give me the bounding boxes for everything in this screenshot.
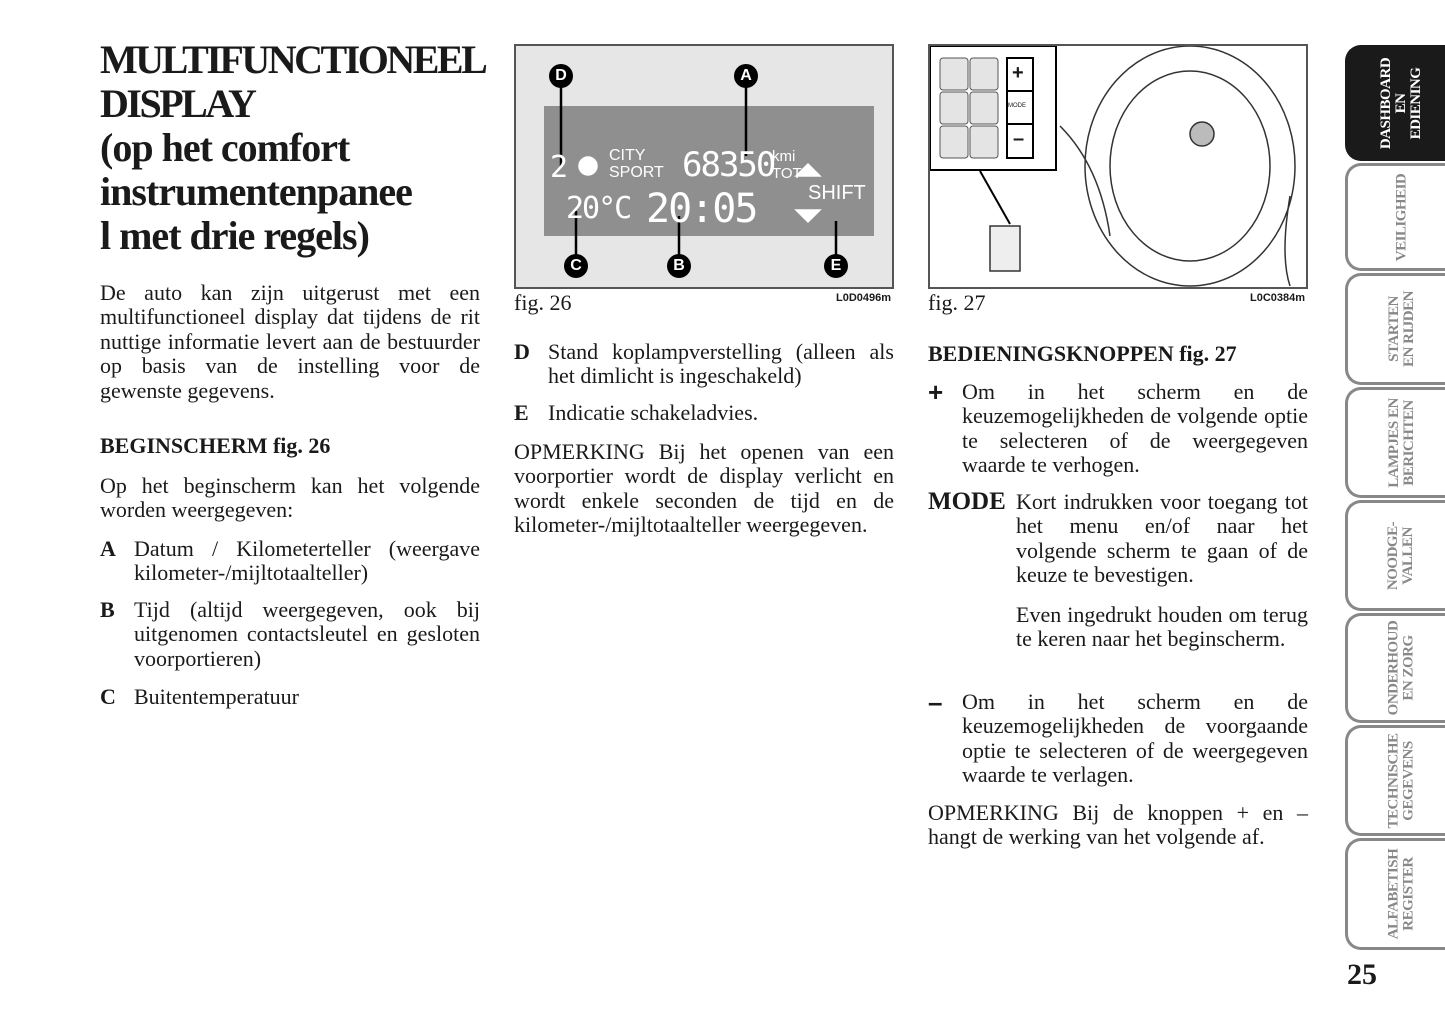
list-item-a xyxy=(100,537,480,586)
tab-lampjes[interactable] xyxy=(1345,387,1445,498)
tab-label: LAMPJES EN BERICHTEN xyxy=(1385,397,1417,488)
dashboard-illustration xyxy=(930,46,1306,287)
mode-button-label: MODE xyxy=(1008,103,1026,109)
item-text: Om in het scherm en de keuzemogelijkheden de voorgaande optie te selecteren of de weergegeven waarde te verlagen. xyxy=(962,689,1308,788)
unit-tot: TOT xyxy=(772,165,802,182)
page-title xyxy=(100,38,485,258)
tab-technische[interactable] xyxy=(1345,725,1445,836)
figure-code: L0C0384m xyxy=(1250,292,1306,304)
page-number: 25 xyxy=(1347,958,1377,991)
callout-a: A xyxy=(734,64,758,88)
note-paragraph: OPMERKING Bij het openen van een voorportier wordt de display verlicht en wordt enkele seconden de tijd en de kilometer-/mijltotaalteller weergegeven. xyxy=(514,439,894,538)
odometer-unit xyxy=(772,148,802,182)
list-item-c xyxy=(100,685,480,709)
mode-sport: SPORT xyxy=(609,164,664,181)
figure-code: L0D0496m xyxy=(836,292,892,304)
tab-label: NOODGE- VALLEN xyxy=(1385,521,1417,590)
mode-key: MODE xyxy=(928,488,1006,515)
figure-caption: fig. 26 xyxy=(514,290,572,315)
section-heading-beginscherm: BEGINSCHERM fig. 26 xyxy=(100,433,331,458)
tab-dashboard[interactable] xyxy=(1345,45,1445,161)
steering-wheel xyxy=(1085,46,1295,286)
shift-label: SHIFT xyxy=(808,182,866,204)
list-item-b xyxy=(100,598,480,671)
callout-e: E xyxy=(824,254,848,278)
callout-b: B xyxy=(667,254,691,278)
odometer-value: 68350 xyxy=(682,145,775,185)
plus-item xyxy=(928,377,1308,478)
title-line: DISPLAY xyxy=(100,81,255,126)
figure-26-display xyxy=(514,44,894,289)
item-key: D xyxy=(514,339,530,364)
tab-label: VEILIGHEID xyxy=(1393,173,1409,261)
item-key: C xyxy=(100,684,116,709)
section-heading-knoppen: BEDIENINGSKNOPPEN fig. 27 xyxy=(928,341,1237,366)
tab-label: STARTEN EN RIJDEN xyxy=(1385,291,1417,367)
clock-time: 20:05 xyxy=(646,186,757,232)
tab-label: DASHBOARD EN EDIENING xyxy=(1377,57,1424,149)
tab-onderhoud[interactable] xyxy=(1345,613,1445,723)
intro-paragraph: De auto kan zijn uitgerust met een multifunctioneel display dat tijdens de rit nuttige informatie levert aan de bestuurder op basis van de instelling voor de gewenste gegevens. xyxy=(100,280,480,403)
title-line: l met drie regels) xyxy=(100,213,369,258)
mode-text-2: Even ingedrukt houden om terug te keren naar het beginscherm. xyxy=(1016,602,1308,652)
callout-d: D xyxy=(549,64,573,88)
tab-label: ALFABETISH REGISTER xyxy=(1385,848,1417,940)
list-item-d xyxy=(514,340,894,389)
tab-register[interactable] xyxy=(1345,838,1445,950)
outside-temperature: 20°C xyxy=(566,191,631,226)
figure-27-controls xyxy=(928,44,1308,289)
beginscherm-text: Op het beginscherm kan het volgende worden weergegeven: xyxy=(100,473,480,523)
item-text: Indicatie schakeladvies. xyxy=(548,400,759,425)
item-text: Om in het scherm en de keuzemogelijkheden de volgende optie te selecteren of de weergegeven waarde te verhogen. xyxy=(962,379,1308,478)
note-paragraph-knoppen: OPMERKING Bij de knoppen + en – hangt de werking van het volgende af. xyxy=(928,800,1308,850)
tab-label: TECHNISCHE GEGEVENS xyxy=(1385,732,1417,829)
item-key: A xyxy=(100,536,116,561)
item-text: Buitentemperatuur xyxy=(134,684,299,709)
title-line: instrumentenpanee xyxy=(100,169,412,214)
tab-label: ONDERHOUD EN ZORG xyxy=(1385,620,1417,716)
list-item-e xyxy=(514,401,894,425)
minus-button-icon: – xyxy=(1013,128,1025,150)
mode-city: CITY xyxy=(609,147,646,164)
item-key: E xyxy=(514,400,529,425)
item-text: Kort indrukken voor toegang tot het menu en/of naar het volgende scherm te gaan of de keuze te bevestigen. xyxy=(1016,489,1308,588)
tab-veiligheid[interactable] xyxy=(1345,163,1445,271)
tab-noodgevallen[interactable] xyxy=(1345,500,1445,611)
title-line: (op het comfort xyxy=(100,125,350,170)
item-key: B xyxy=(100,597,115,622)
item-text: Tijd (altijd weergegeven, ook bij uitgenomen contactsleutel en gesloten voorportieren) xyxy=(134,597,480,671)
plus-button-icon: + xyxy=(1012,62,1024,84)
unit-kmi: kmi xyxy=(772,148,796,165)
headlamp-icon xyxy=(579,157,597,175)
plus-icon: + xyxy=(928,377,944,407)
tab-starten[interactable] xyxy=(1345,273,1445,385)
callout-c: C xyxy=(564,254,588,278)
mode-item xyxy=(928,490,1308,588)
logo-icon xyxy=(1190,122,1214,146)
figure-caption: fig. 27 xyxy=(928,290,986,315)
title-line: MULTIFUNCTIONEEL xyxy=(100,37,486,82)
headlamp-level: 2 xyxy=(550,150,569,185)
drive-mode xyxy=(609,147,664,181)
minus-item xyxy=(928,687,1308,788)
minus-icon: – xyxy=(928,687,943,717)
item-text: Stand koplampverstelling (alleen als het dimlicht is ingeschakeld) xyxy=(548,339,894,389)
item-text: Datum / Kilometerteller (weergave kilometer-/mijltotaalteller) xyxy=(134,536,480,586)
